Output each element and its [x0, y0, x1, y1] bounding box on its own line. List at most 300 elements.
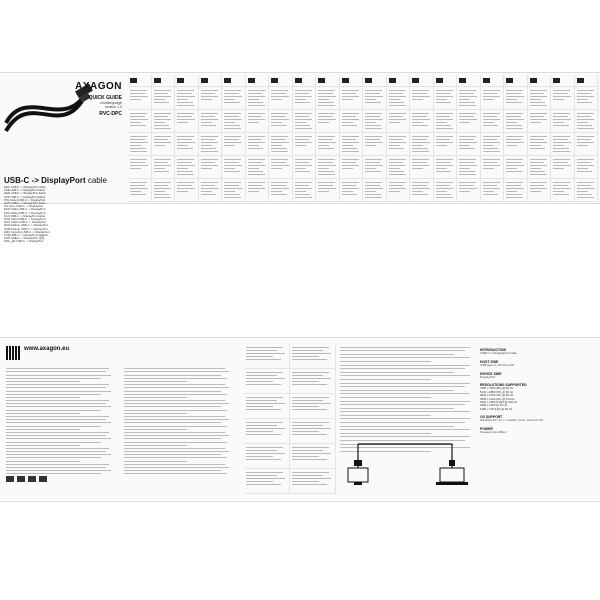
text-line: [342, 182, 359, 183]
text-line: [130, 90, 147, 91]
text-line: [201, 185, 216, 186]
instruction-cell: [316, 179, 340, 202]
text-line: [412, 136, 429, 137]
text-line: [577, 90, 594, 91]
text-line: [342, 145, 353, 146]
instruction-cell: [387, 133, 411, 156]
text-line: [124, 438, 221, 439]
text-line: [6, 406, 111, 407]
text-line: [246, 406, 273, 407]
text-line: [365, 93, 380, 94]
instruction-cell: [175, 87, 199, 110]
text-line: [365, 90, 382, 91]
certification-badges: [6, 476, 47, 482]
text-line: [553, 116, 568, 117]
text-line: [248, 90, 265, 91]
text-line: [340, 393, 470, 394]
text-line: [459, 185, 474, 186]
text-line: [506, 119, 524, 120]
text-line: [483, 139, 498, 140]
text-line: [530, 185, 545, 186]
text-line: [124, 467, 229, 468]
text-line: [506, 122, 517, 123]
weee-bin-icon: [17, 476, 25, 482]
text-line: [248, 139, 263, 140]
language-entry: ARA كابل USB-C -> DisplayPort: [4, 239, 44, 244]
text-line: [412, 182, 429, 183]
text-line: [530, 139, 545, 140]
language-flag-icon: [246, 75, 270, 87]
text-line: [412, 116, 427, 117]
text-line: [389, 142, 407, 143]
text-line: [577, 116, 592, 117]
product-name-part1: USB-C: [4, 176, 30, 185]
text-line: [506, 168, 517, 169]
instruction-cell: [316, 133, 340, 156]
text-line: [436, 119, 454, 120]
text-line: [577, 197, 594, 198]
text-line: [530, 171, 546, 172]
text-line: [6, 426, 101, 427]
text-line: [506, 136, 523, 137]
spec-intro-text: USB-C to DisplayPort cable.: [480, 351, 518, 355]
text-line: [412, 191, 423, 192]
text-line: [292, 400, 323, 401]
text-line: [459, 182, 476, 183]
language-entry: CHN USB-C -> DisplayPort 线缆: [4, 236, 45, 241]
text-line: [340, 429, 470, 430]
text-line: [483, 182, 500, 183]
text-line: [224, 90, 241, 91]
text-line: [459, 113, 476, 114]
text-line: [292, 347, 329, 348]
text-line: [340, 397, 431, 398]
language-flag-icon: [434, 75, 458, 87]
text-line: [389, 145, 400, 146]
text-line: [530, 96, 548, 97]
text-line: [412, 142, 430, 143]
text-line: [365, 125, 381, 126]
text-line: [295, 185, 310, 186]
text-line: [365, 168, 376, 169]
recycle-icon: [28, 476, 36, 482]
guide-subtitle: multilanguage: [100, 101, 122, 105]
language-entry: NLD USB-C -> DisplayPort kabel: [4, 213, 45, 218]
instruction-cell: [457, 133, 481, 156]
multilanguage-connection-grid: [244, 344, 336, 494]
text-line: [365, 185, 380, 186]
text-line: [436, 168, 447, 169]
text-line: [318, 93, 333, 94]
text-line: [365, 162, 380, 163]
instruction-cell: [316, 156, 340, 179]
text-line: [577, 191, 588, 192]
text-line: [292, 484, 327, 485]
instruction-cell: [575, 179, 599, 202]
text-line: [246, 484, 281, 485]
text-line: [530, 122, 541, 123]
text-line: [530, 165, 548, 166]
text-line: [124, 419, 229, 420]
instruction-cell: [175, 110, 199, 133]
language-flag-icon: [504, 75, 528, 87]
text-line: [246, 450, 277, 451]
text-line: [6, 384, 109, 385]
text-line: [483, 168, 494, 169]
instruction-cell: [410, 87, 434, 110]
text-line: [292, 422, 329, 423]
text-line: [201, 142, 219, 143]
text-line: [412, 162, 427, 163]
model-number: RVC-DPC: [99, 111, 122, 117]
text-line: [340, 415, 431, 416]
text-line: [318, 188, 336, 189]
instruction-cell: [246, 87, 270, 110]
text-line: [483, 188, 501, 189]
text-line: [124, 378, 227, 379]
instruction-cell: [340, 156, 364, 179]
text-line: [124, 387, 229, 388]
product-name-suffix: cable: [85, 176, 107, 185]
instruction-cell: [244, 344, 290, 369]
text-line: [124, 470, 221, 471]
text-line: [246, 425, 277, 426]
text-line: [292, 409, 327, 410]
text-line: [577, 188, 595, 189]
text-line: [506, 185, 521, 186]
instruction-cell: [528, 87, 552, 110]
text-line: [577, 93, 592, 94]
text-line: [553, 136, 570, 137]
text-line: [295, 102, 311, 103]
instruction-cell: [222, 87, 246, 110]
text-line: [271, 151, 288, 152]
quick-guide-front-sheet: [0, 72, 600, 244]
text-line: [577, 171, 593, 172]
text-line: [177, 174, 194, 175]
text-line: [246, 453, 285, 454]
text-line: [6, 457, 101, 458]
text-line: [124, 448, 225, 449]
text-line: [6, 448, 109, 449]
instruction-cell: [387, 110, 411, 133]
text-line: [130, 159, 147, 160]
instruction-cell: [504, 156, 528, 179]
text-line: [246, 422, 283, 423]
text-line: [6, 381, 80, 382]
instruction-cell: [551, 110, 575, 133]
text-line: [295, 99, 306, 100]
text-line: [177, 182, 194, 183]
resolution-list: [480, 387, 592, 411]
text-line: [318, 99, 329, 100]
instruction-cell: [551, 156, 575, 179]
text-line: [224, 96, 242, 97]
text-line: [295, 93, 310, 94]
instruction-cell: [152, 87, 176, 110]
text-line: [318, 148, 334, 149]
text-line: [342, 168, 353, 169]
text-line: [530, 105, 547, 106]
text-line: [271, 145, 282, 146]
language-entry: CZE USB-C -> DisplayPort kabel: [4, 188, 45, 193]
text-line: [177, 102, 193, 103]
text-line: [365, 182, 382, 183]
text-line: [224, 188, 242, 189]
text-line: [483, 159, 500, 160]
text-line: [248, 93, 263, 94]
text-line: [246, 434, 281, 435]
text-line: [318, 174, 335, 175]
text-line: [436, 145, 447, 146]
text-line: [318, 102, 334, 103]
text-line: [459, 174, 476, 175]
text-line: [201, 168, 212, 169]
text-line: [271, 90, 288, 91]
text-line: [292, 406, 319, 407]
text-line: [292, 350, 323, 351]
text-line: [506, 116, 521, 117]
text-line: [271, 136, 288, 137]
language-flag-icon: [363, 75, 387, 87]
text-line: [389, 159, 406, 160]
text-line: [271, 142, 289, 143]
instruction-cell: [244, 469, 290, 494]
text-line: [342, 142, 360, 143]
text-line: [248, 174, 265, 175]
product-name: [4, 176, 107, 185]
text-line: [6, 394, 101, 395]
text-line: [553, 93, 568, 94]
text-line: [459, 116, 474, 117]
text-line: [224, 168, 235, 169]
text-line: [459, 168, 470, 169]
text-line: [436, 125, 452, 126]
text-line: [340, 426, 454, 427]
text-line: [436, 171, 452, 172]
text-line: [271, 139, 286, 140]
text-line: [124, 384, 225, 385]
text-line: [340, 365, 470, 366]
text-line: [483, 148, 499, 149]
text-line: [177, 113, 194, 114]
text-line: [436, 188, 454, 189]
spec-device-text: DisplayPort: [480, 374, 496, 379]
text-line: [365, 116, 380, 117]
text-line: [130, 145, 141, 146]
text-line: [130, 93, 145, 94]
spec-os-text: Windows 10 / 8 / 7, macOS, Linux, Chrome OS: [480, 418, 543, 423]
text-line: [295, 159, 312, 160]
instruction-cell: [128, 110, 152, 133]
text-line: [154, 142, 172, 143]
text-line: [436, 136, 453, 137]
text-line: [201, 119, 219, 120]
instruction-cell: [128, 87, 152, 110]
text-line: [506, 99, 517, 100]
text-line: [436, 116, 451, 117]
text-line: [530, 116, 545, 117]
text-line: [246, 381, 273, 382]
text-line: [577, 194, 593, 195]
text-line: [154, 113, 171, 114]
instruction-cell: [199, 110, 223, 133]
text-line: [224, 116, 239, 117]
language-entry: HUN USB-C -> DisplayPort kabel: [4, 201, 46, 206]
language-entry: TUR USB-C -> DisplayPort kablosu: [4, 233, 49, 238]
text-line: [177, 185, 192, 186]
instruction-cell: [387, 87, 411, 110]
text-line: [248, 162, 263, 163]
instruction-cell: [199, 133, 223, 156]
product-name-arrow: ->: [31, 176, 39, 185]
text-line: [177, 93, 192, 94]
text-line: [292, 434, 327, 435]
text-line: [530, 102, 546, 103]
text-line: [124, 426, 227, 427]
instruction-cell: [290, 394, 336, 419]
support-header: [24, 346, 84, 352]
text-line: [177, 119, 195, 120]
text-line: [459, 122, 470, 123]
text-line: [436, 185, 451, 186]
text-line: [124, 451, 229, 452]
text-line: [459, 171, 475, 172]
text-line: [6, 429, 80, 430]
text-line: [224, 145, 235, 146]
text-line: [506, 128, 523, 129]
text-line: [292, 475, 323, 476]
text-line: [177, 145, 188, 146]
text-line: [124, 406, 221, 407]
text-line: [365, 159, 382, 160]
text-line: [365, 188, 383, 189]
instruction-cell: [152, 110, 176, 133]
resolution-item: 1680 x 1050 @ 60 Hz: [480, 403, 508, 408]
text-line: [154, 128, 171, 129]
text-line: [342, 151, 359, 152]
text-line: [295, 96, 313, 97]
text-line: [318, 145, 329, 146]
text-line: [436, 162, 451, 163]
text-line: [292, 403, 331, 404]
instruction-cell: [244, 419, 290, 444]
text-line: [436, 139, 451, 140]
language-list: [4, 186, 124, 244]
text-line: [130, 162, 145, 163]
text-line: [365, 128, 382, 129]
text-line: [130, 116, 145, 117]
text-line: [318, 159, 335, 160]
text-line: [124, 416, 225, 417]
guide-version: version 1.0: [104, 105, 122, 109]
text-line: [506, 139, 521, 140]
language-flag-icon: [128, 75, 152, 87]
text-line: [342, 191, 353, 192]
text-line: [340, 386, 465, 387]
language-flag-icon: [551, 75, 575, 87]
text-line: [459, 105, 476, 106]
text-line: [553, 185, 568, 186]
text-line: [224, 102, 240, 103]
text-line: [124, 371, 229, 372]
text-line: [224, 171, 240, 172]
text-line: [483, 122, 494, 123]
language-flag-icon: [316, 75, 340, 87]
text-line: [271, 191, 282, 192]
instruction-cell: [528, 179, 552, 202]
product-name-part2: DisplayPort: [41, 176, 86, 185]
text-line: [154, 165, 172, 166]
text-line: [130, 185, 145, 186]
text-line: [318, 136, 335, 137]
instruction-cell: [410, 156, 434, 179]
text-line: [201, 90, 218, 91]
text-line: [271, 119, 289, 120]
text-line: [124, 461, 187, 462]
text-line: [459, 119, 477, 120]
text-line: [459, 93, 474, 94]
instruction-cell: [504, 87, 528, 110]
text-line: [201, 125, 217, 126]
instruction-cell: [293, 133, 317, 156]
text-line: [342, 122, 353, 123]
text-line: [177, 142, 195, 143]
instruction-cell: [290, 344, 336, 369]
text-line: [389, 185, 404, 186]
text-line: [342, 139, 357, 140]
text-line: [271, 159, 288, 160]
text-line: [201, 182, 218, 183]
language-flag-icon: [528, 75, 552, 87]
text-line: [248, 105, 265, 106]
text-line: [295, 139, 310, 140]
text-line: [224, 165, 242, 166]
language-flag-icon: [222, 75, 246, 87]
text-line: [553, 165, 571, 166]
instruction-cell: [363, 156, 387, 179]
instruction-cell: [434, 133, 458, 156]
text-line: [530, 119, 548, 120]
text-line: [506, 165, 524, 166]
text-line: [248, 171, 264, 172]
text-line: [6, 416, 109, 417]
text-line: [248, 116, 263, 117]
text-line: [342, 148, 358, 149]
text-line: [295, 136, 312, 137]
text-line: [365, 194, 381, 195]
text-line: [201, 148, 217, 149]
text-line: [483, 96, 501, 97]
text-line: [553, 162, 568, 163]
text-line: [154, 119, 172, 120]
text-line: [201, 99, 212, 100]
text-line: [154, 99, 165, 100]
text-line: [506, 93, 521, 94]
text-line: [389, 171, 405, 172]
text-line: [177, 116, 192, 117]
text-line: [483, 119, 501, 120]
instruction-cell: [363, 133, 387, 156]
text-line: [224, 99, 235, 100]
text-line: [246, 350, 277, 351]
ukca-mark-icon: [39, 476, 47, 482]
text-line: [389, 191, 400, 192]
text-line: [577, 185, 592, 186]
instruction-cell: [222, 110, 246, 133]
text-line: [6, 438, 111, 439]
text-line: [154, 185, 169, 186]
